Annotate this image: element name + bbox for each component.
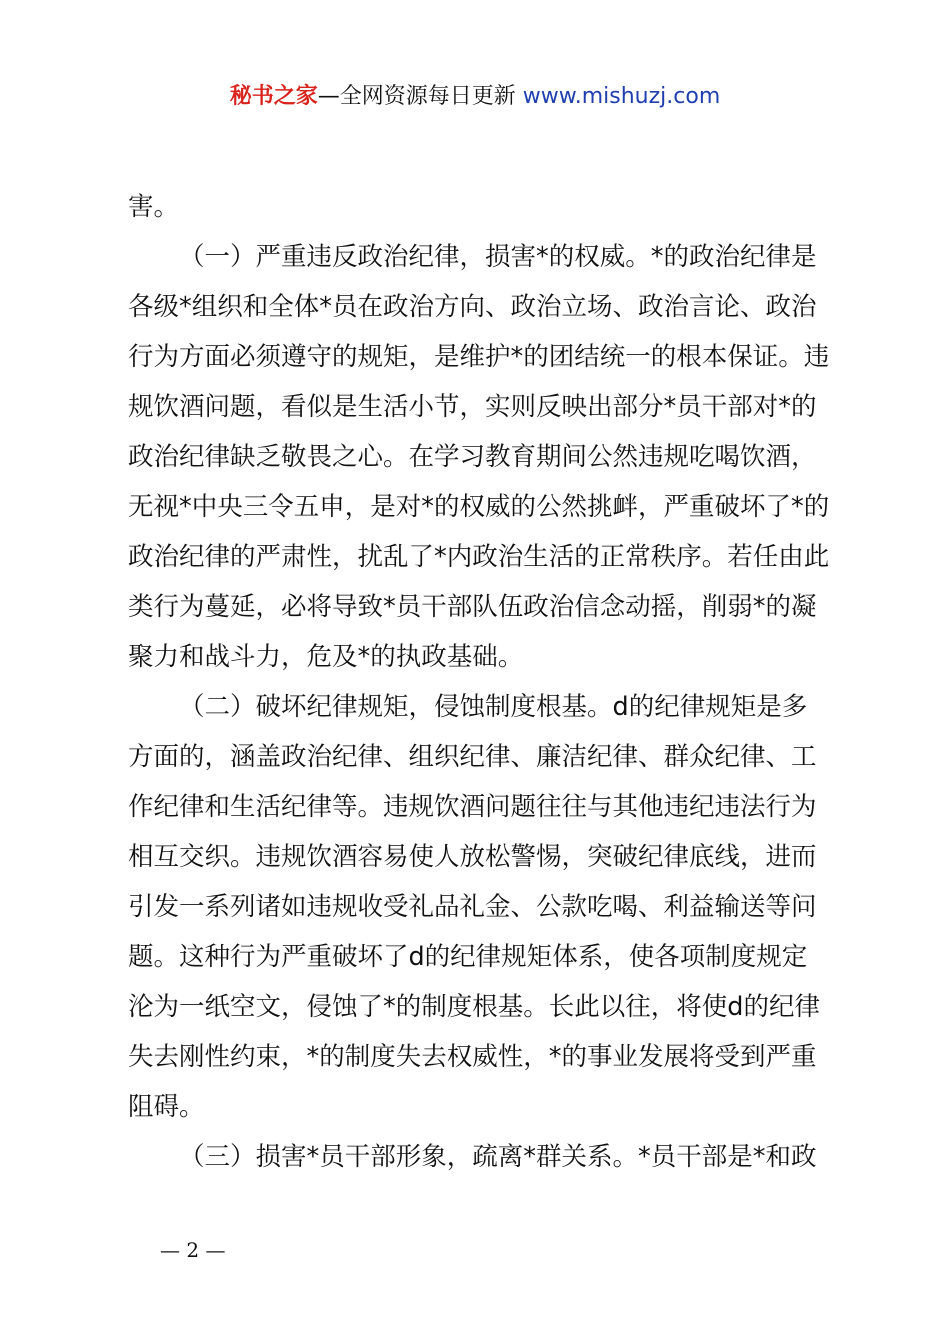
text-line: 题。这种行为严重破坏了d的纪律规矩体系，使各项制度规定 — [128, 942, 808, 972]
text-line: 失去刚性约束，*的制度失去权威性，*的事业发展将受到严重 — [128, 1042, 817, 1072]
text-line: 聚力和战斗力，危及*的执政基础。 — [128, 642, 524, 672]
text-line: 类行为蔓延，必将导致*员干部队伍政治信念动摇，削弱*的凝 — [128, 592, 817, 622]
header-url: www.mishuzj.com — [522, 84, 721, 109]
text-line: 行为方面必须遵守的规矩，是维护*的团结统一的根本保证。违 — [128, 342, 830, 372]
text-line: 阻碍。 — [128, 1092, 205, 1122]
text-line: 无视*中央三令五申，是对*的权威的公然挑衅，严重破坏了*的 — [128, 492, 830, 522]
text-line: 相互交织。违规饮酒容易使人放松警惕，突破纪律底线，进而 — [128, 842, 817, 872]
text-line: 害。 — [128, 192, 180, 222]
text-line: 沦为一纸空文，侵蚀了*的制度根基。长此以往，将使d的纪律 — [128, 992, 820, 1022]
section-heading-1: （一）严重违反政治纪律，损害*的权威。*的政治纪律是 — [179, 242, 817, 272]
header-tagline: —全网资源每日更新 — [317, 84, 516, 109]
text-line: 各级*组织和全体*员在政治方向、政治立场、政治言论、政治 — [128, 292, 817, 322]
page-number: — 2 — — [160, 1238, 226, 1262]
text-line: 引发一系列诸如违规收受礼品礼金、公款吃喝、利益输送等问 — [128, 892, 817, 922]
document-body — [128, 182, 833, 1182]
text-line: 政治纪律缺乏敬畏之心。在学习教育期间公然违规吃喝饮酒， — [128, 442, 817, 472]
text-line: 方面的，涵盖政治纪律、组织纪律、廉洁纪律、群众纪律、工 — [128, 742, 817, 772]
brand-name: 秘书之家 — [229, 84, 318, 109]
text-line: 政治纪律的严肃性，扰乱了*内政治生活的正常秩序。若任由此 — [128, 542, 830, 572]
text-line: 作纪律和生活纪律等。违规饮酒问题往往与其他违纪违法行为 — [128, 792, 817, 822]
text-line: 规饮酒问题，看似是生活小节，实则反映出部分*员干部对*的 — [128, 392, 817, 422]
section-heading-2: （二）破坏纪律规矩，侵蚀制度根基。d的纪律规矩是多 — [179, 692, 808, 722]
site-header — [0, 82, 950, 112]
section-heading-3: （三）损害*员干部形象，疏离*群关系。*员干部是*和政 — [179, 1142, 817, 1172]
